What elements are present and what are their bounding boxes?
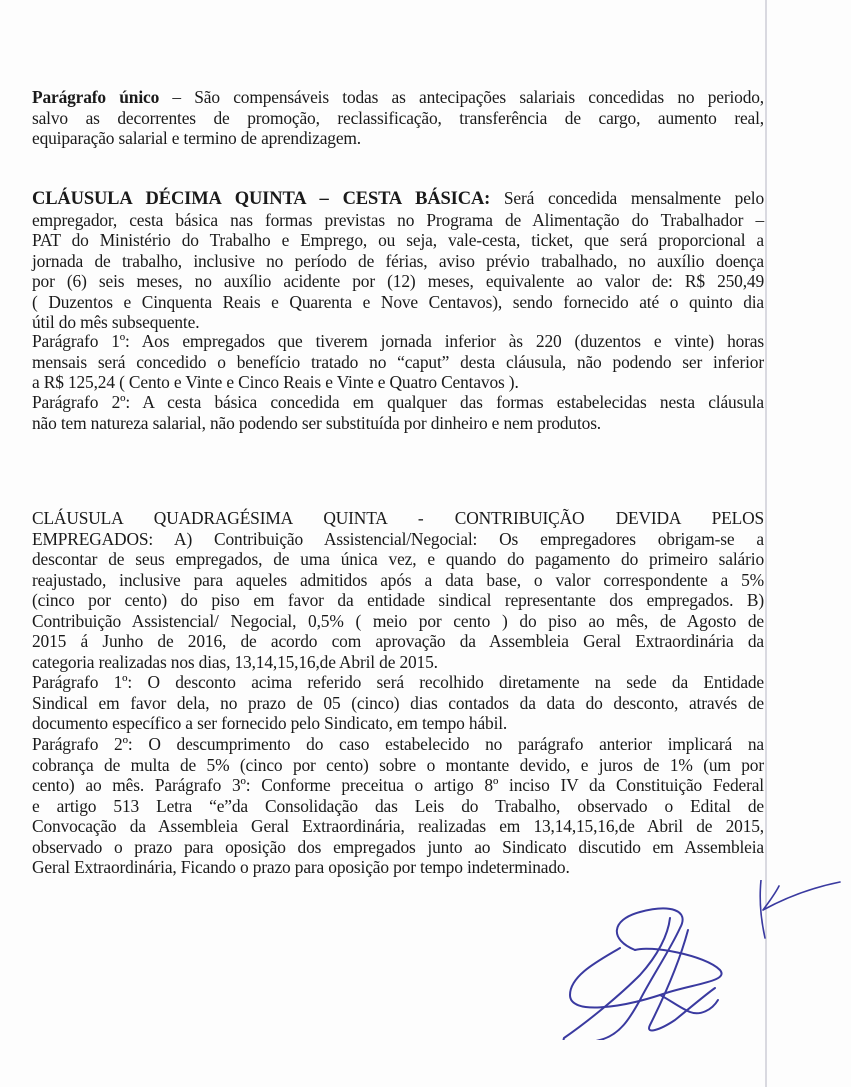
text-line: documento específico a ser fornecido pelo Sindicato, em tempo hábil. bbox=[32, 713, 508, 733]
paragraph-label: Parágrafo único bbox=[32, 87, 160, 107]
text-line: a R$ 125,24 ( Cento e Vinte e Cinco Reais e Vinte e Quatro Centavos ). bbox=[32, 372, 519, 392]
text-line: salvo as decorrentes de promoção, reclassificação, transferência de cargo, aumento real, bbox=[32, 107, 764, 128]
text-line: (cinco por cento) do piso em favor da entidade sindical representante dos empregados. B) bbox=[32, 590, 764, 610]
text-line bbox=[32, 188, 764, 210]
initial-mark-signature bbox=[755, 880, 845, 960]
text-span: – São compensáveis todas as antecipações salariais concedidas no periodo, bbox=[159, 87, 764, 107]
clausula-15-paragrafo-2 bbox=[32, 392, 764, 433]
text-line: EMPREGADOS: A) Contribuição Assistencial/Negocial: Os empregadores obrigam-se a bbox=[32, 528, 764, 549]
clausula-45-paragrafo-1 bbox=[32, 672, 764, 734]
text-line: descontar de seus empregados, de uma única vez, e quando do pagamento do primeiro salário bbox=[32, 549, 764, 569]
text-line: Sindical em favor dela, no prazo de 05 (cinco) dias contados da data do desconto, através de bbox=[32, 692, 764, 713]
text-line: não tem natureza salarial, não podendo ser substituída por dinheiro e nem produtos. bbox=[32, 412, 602, 433]
text-line bbox=[32, 87, 764, 108]
text-line: 2015 á Junho de 2016, de acordo com aprovação da Assembleia Geral Extraordinária da bbox=[32, 631, 764, 651]
clause-title: CLÁUSULA DÉCIMA QUINTA – CESTA BÁSICA: bbox=[32, 189, 491, 209]
paragrafo-unico bbox=[32, 87, 764, 149]
text-line: PAT do Ministério do Trabalho e Emprego, ou seja, vale-cesta, ticket, que será proporcional a bbox=[32, 230, 764, 250]
text-line: e artigo 513 Letra “e”da Consolidação das Leis do Trabalho, observado o Edital de bbox=[32, 795, 764, 816]
text-line: categoria realizadas nos dias, 13,14,15,16,de Abril de 2015. bbox=[32, 651, 438, 672]
handwritten-signature bbox=[540, 900, 750, 1040]
text-line: Parágrafo 1º: Aos empregados que tiverem jornada inferior às 220 (duzentos e vinte) horas bbox=[32, 331, 764, 351]
clausula-15-paragrafo-1 bbox=[32, 331, 764, 393]
text-line: empregador, cesta básica nas formas previstas no Programa de Alimentação do Trabalhador – bbox=[32, 209, 764, 230]
clausula-quadragesima-quinta bbox=[32, 508, 764, 672]
text-line: Parágrafo 1º: O desconto acima referido será recolhido diretamente na sede da Entidade bbox=[32, 672, 764, 692]
text-line: Contribuição Assistencial/ Negocial, 0,5% ( meio por cento ) do piso ao mês, de Agosto de bbox=[32, 610, 764, 631]
text-span: Será concedida mensalmente pelo bbox=[490, 188, 765, 208]
text-line: Geral Extraordinária, Ficando o prazo para oposição por tempo indeterminado. bbox=[32, 857, 570, 877]
text-line: útil do mês subsequente. bbox=[32, 312, 200, 332]
text-line: reajustado, inclusive para aqueles admitidos após a data base, o valor correspondente a 5% bbox=[32, 569, 764, 590]
clausula-45-paragrafos-2-3 bbox=[32, 734, 764, 878]
text-line: Parágrafo 2º: A cesta básica concedida em qualquer das formas estabelecidas nesta cláusula bbox=[32, 392, 764, 412]
text-line: jornada de trabalho, inclusive no período de férias, aviso prévio trabalhado, no auxílio doença bbox=[32, 250, 764, 271]
text-line: equiparação salarial e termino de aprendizagem. bbox=[32, 128, 361, 148]
text-line: Parágrafo 2º: O descumprimento do caso estabelecido no parágrafo anterior implicará na bbox=[32, 734, 764, 754]
clause-title: CLÁUSULA QUADRAGÉSIMA QUINTA - CONTRIBUIÇÃO DEVIDA PELOS bbox=[32, 508, 764, 528]
text-line: por (6) seis meses, no auxílio acidente por (12) meses, equivalente ao valor de: R$ 250,49 bbox=[32, 271, 764, 291]
clausula-decima-quinta bbox=[32, 188, 764, 333]
text-line: cobrança de multa de 5% (cinco por cento) sobre o montante devido, e juros de 1% (um por bbox=[32, 754, 764, 775]
text-line: observado o prazo para oposição dos empregados junto ao Sindicato discutido em Assembleia bbox=[32, 836, 764, 857]
text-line: cento) ao mês. Parágrafo 3º: Conforme preceitua o artigo 8º inciso IV da Constituição Federal bbox=[32, 775, 764, 795]
text-line: ( Duzentos e Cinquenta Reais e Quarenta e Nove Centavos), sendo fornecido até o quinto dia bbox=[32, 291, 764, 312]
text-line: mensais será concedido o benefício tratado no “caput” desta cláusula, não podendo ser inferior bbox=[32, 351, 764, 372]
text-line: Convocação da Assembleia Geral Extraordinária, realizadas em 13,14,15,16,de Abril de 2015, bbox=[32, 816, 764, 836]
